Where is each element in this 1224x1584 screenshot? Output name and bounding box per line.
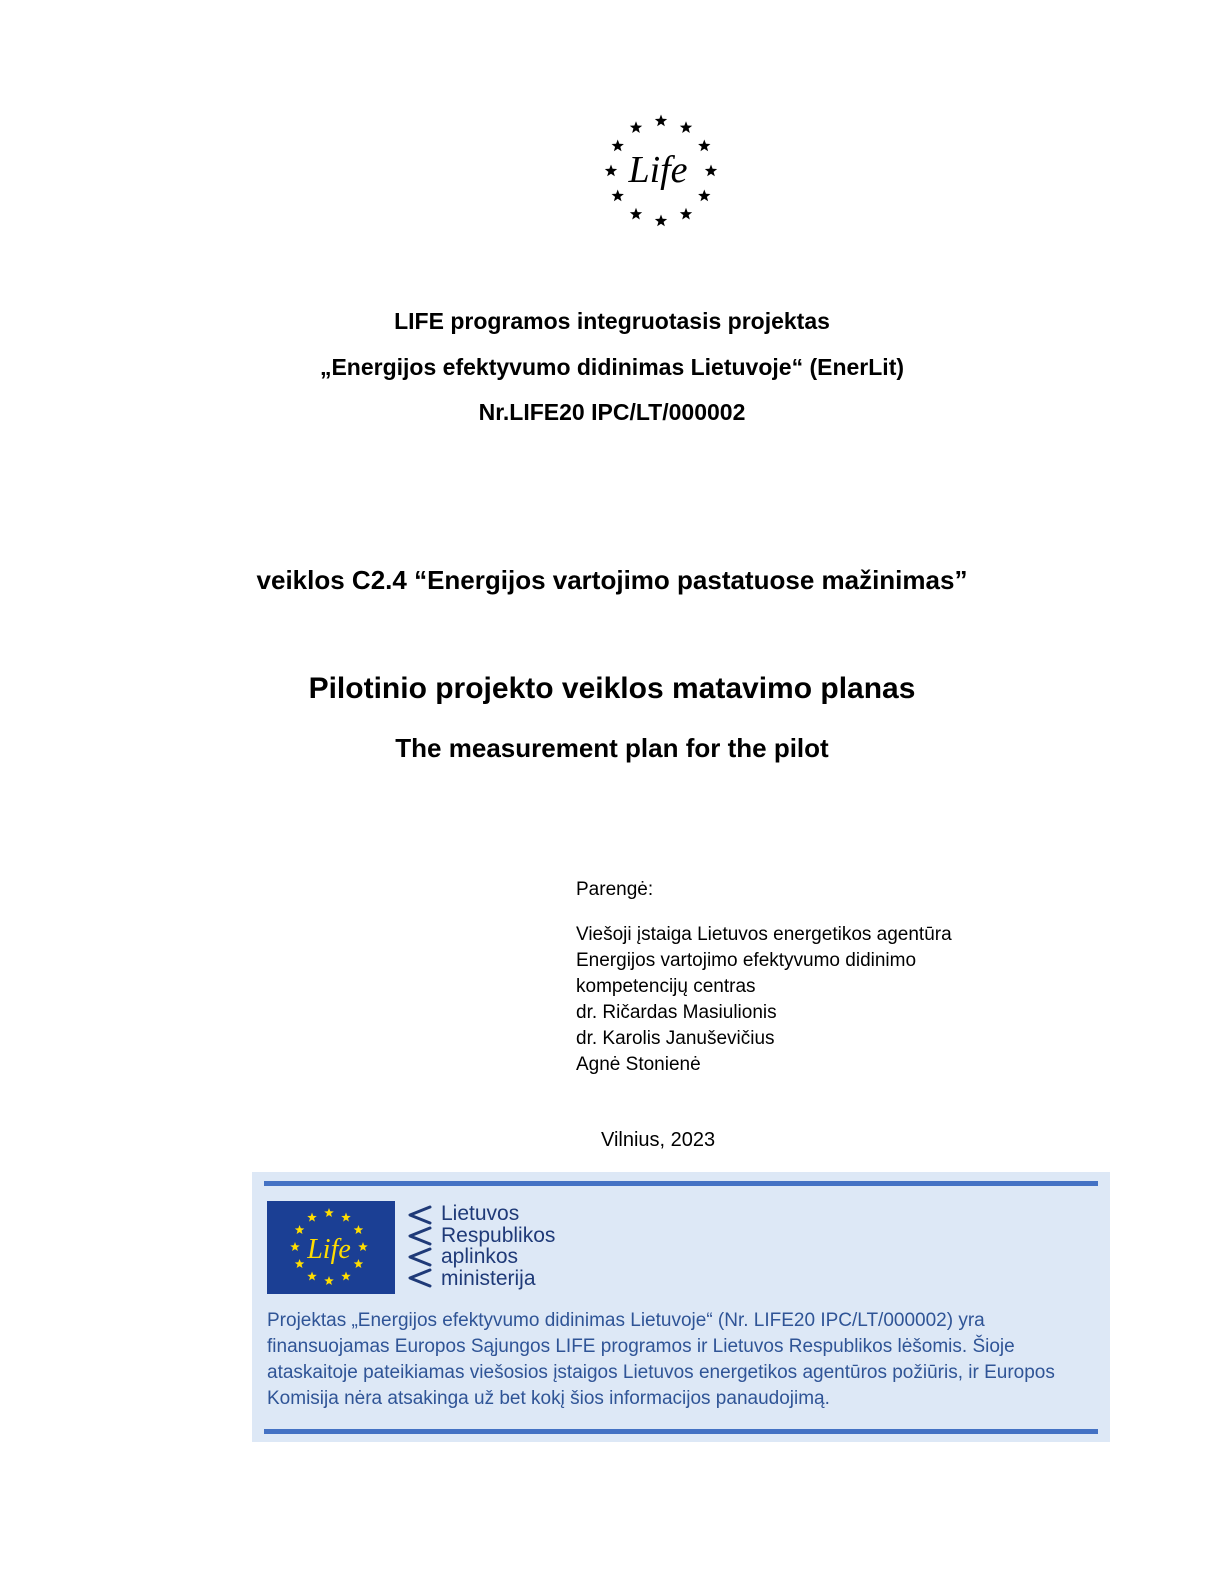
star-icon [698,140,710,152]
star-icon [630,121,642,133]
star-icon [605,165,617,177]
program-line: LIFE programos integruotasis projektas [394,308,830,334]
prepared-line: dr. Karolis Januševičius [576,1028,775,1049]
eu-flag-life-icon [267,1201,395,1294]
ministry-name-line: ministerija [441,1266,536,1290]
star-icon [655,215,667,227]
star-icon [698,190,710,202]
funding-top-rule [264,1181,1098,1186]
star-icon [612,190,624,202]
star-icon [612,140,624,152]
project-number-line: Nr.LIFE20 IPC/LT/000002 [478,399,746,425]
funding-bottom-rule [264,1429,1098,1434]
star-icon [630,208,642,220]
prepared-line: kompetencijų centras [576,976,756,997]
ministry-name-line: Lietuvos [441,1202,520,1225]
prepared-line: Agnė Stonienė [576,1054,701,1075]
funding-statement: Projektas „Energijos efektyvumo didinimas Lietuvoje“ (Nr. LIFE20 IPC/LT/000002) yra finansuojamas Europos Sąjungos LIFE programos ir Lietuvos Respublikos lėšomis. Šioje ataskaitoje pateikiamas viešosios įstaigos Lietuvos energetikos agentūros požiūris, ir Europos Komisija nėra atsakinga už bet kokį šios informacijos panaudojimą. [267,1310,1055,1409]
place-date: Vilnius, 2023 [601,1129,716,1151]
star-icon [680,121,692,133]
activity-heading: veiklos C2.4 “Energijos vartojimo pastatuose mažinimas” [256,565,968,595]
ministry-name [441,1203,555,1289]
star-icon [705,165,717,177]
project-name-line: „Energijos efektyvumo didinimas Lietuvoje“ (EnerLit) [319,354,905,380]
svg-text:Life: Life [628,149,688,191]
ministry-name-line: aplinkos [441,1245,519,1268]
prepared-line: Viešoji įstaiga Lietuvos energetikos agentūra [576,924,952,945]
prepared-by-block [576,922,952,1078]
star-icon [680,208,692,220]
ministry-name-line: Respublikos [441,1223,556,1247]
prepared-line: dr. Ričardas Masiulionis [576,1002,777,1023]
document-title: Pilotinio projekto veiklos matavimo planas [308,672,916,705]
life-logo-icon [600,112,722,230]
svg-text:Life: Life [307,1234,351,1265]
star-icon [655,115,667,127]
prepared-line: Energijos vartojimo efektyvumo didinimo [576,950,917,971]
ministry-chevron-icon [406,1204,434,1288]
document-subtitle: The measurement plan for the pilot [395,733,829,763]
prepared-label: Parengė: [576,879,654,900]
